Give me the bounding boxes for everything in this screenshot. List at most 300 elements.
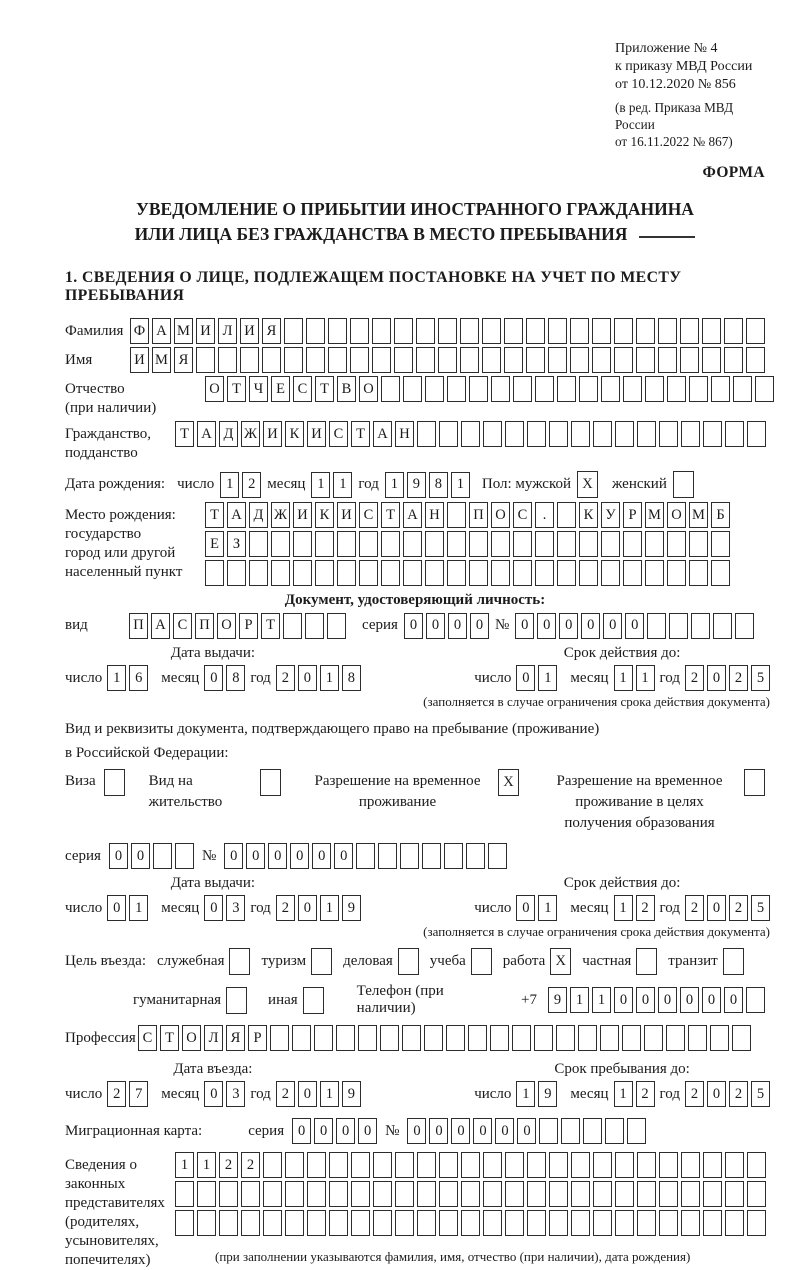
char-cell[interactable]: 1 [614, 895, 633, 921]
empty-cell[interactable] [535, 531, 554, 557]
char-cell[interactable]: Е [205, 531, 224, 557]
char-cell[interactable]: 0 [451, 1118, 470, 1144]
empty-cell[interactable] [658, 318, 677, 344]
empty-cell[interactable] [710, 1025, 729, 1051]
empty-cell[interactable] [283, 613, 302, 639]
empty-cell[interactable] [394, 347, 413, 373]
char-cell[interactable]: 2 [636, 895, 655, 921]
char-cell[interactable]: Т [175, 421, 194, 447]
empty-cell[interactable] [469, 560, 488, 586]
char-cell[interactable]: 0 [404, 613, 423, 639]
char-cell[interactable]: X [577, 471, 598, 498]
empty-cell[interactable] [548, 318, 567, 344]
empty-cell[interactable] [482, 318, 501, 344]
char-cell[interactable]: Ч [249, 376, 268, 402]
empty-cell[interactable] [571, 1181, 590, 1207]
empty-cell[interactable] [373, 1210, 392, 1236]
empty-cell[interactable] [636, 318, 655, 344]
empty-cell[interactable] [680, 318, 699, 344]
empty-cell[interactable] [229, 948, 250, 975]
empty-cell[interactable] [578, 1025, 597, 1051]
char-cell[interactable]: 2 [729, 1081, 748, 1107]
empty-cell[interactable] [615, 421, 634, 447]
empty-cell[interactable] [439, 1210, 458, 1236]
empty-cell[interactable] [447, 376, 466, 402]
char-cell[interactable]: X [550, 948, 571, 975]
empty-cell[interactable] [197, 1181, 216, 1207]
empty-cell[interactable] [746, 318, 765, 344]
empty-cell[interactable] [307, 1210, 326, 1236]
char-cell[interactable]: И [130, 347, 149, 373]
empty-cell[interactable] [527, 1210, 546, 1236]
char-cell[interactable]: 3 [226, 895, 245, 921]
char-cell[interactable]: Л [204, 1025, 223, 1051]
empty-cell[interactable] [271, 560, 290, 586]
empty-cell[interactable] [747, 1210, 766, 1236]
empty-cell[interactable] [285, 1181, 304, 1207]
empty-cell[interactable] [373, 1181, 392, 1207]
empty-cell[interactable] [746, 987, 765, 1013]
empty-cell[interactable] [711, 531, 730, 557]
empty-cell[interactable] [227, 560, 246, 586]
empty-cell[interactable] [491, 531, 510, 557]
empty-cell[interactable] [482, 347, 501, 373]
empty-cell[interactable] [549, 1210, 568, 1236]
empty-cell[interactable] [504, 318, 523, 344]
empty-cell[interactable] [381, 376, 400, 402]
empty-cell[interactable] [153, 843, 172, 869]
empty-cell[interactable] [466, 843, 485, 869]
empty-cell[interactable] [285, 1210, 304, 1236]
char-cell[interactable]: 0 [312, 843, 331, 869]
empty-cell[interactable] [425, 560, 444, 586]
char-cell[interactable]: Т [315, 376, 334, 402]
empty-cell[interactable] [570, 347, 589, 373]
empty-cell[interactable] [175, 1210, 194, 1236]
char-cell[interactable]: 1 [538, 665, 557, 691]
empty-cell[interactable] [358, 1025, 377, 1051]
empty-cell[interactable] [713, 613, 732, 639]
empty-cell[interactable] [526, 318, 545, 344]
char-cell[interactable]: 8 [342, 665, 361, 691]
empty-cell[interactable] [483, 1210, 502, 1236]
char-cell[interactable]: Т [205, 502, 224, 528]
char-cell[interactable]: 2 [242, 472, 261, 498]
empty-cell[interactable] [438, 347, 457, 373]
empty-cell[interactable] [615, 1210, 634, 1236]
empty-cell[interactable] [637, 1210, 656, 1236]
char-cell[interactable]: 9 [342, 1081, 361, 1107]
empty-cell[interactable] [681, 1181, 700, 1207]
char-cell[interactable]: 1 [129, 895, 148, 921]
empty-cell[interactable] [351, 1152, 370, 1178]
char-cell[interactable]: Л [218, 318, 237, 344]
empty-cell[interactable] [702, 347, 721, 373]
char-cell[interactable]: 3 [226, 1081, 245, 1107]
char-cell[interactable]: 1 [175, 1152, 194, 1178]
empty-cell[interactable] [535, 376, 554, 402]
char-cell[interactable]: 1 [592, 987, 611, 1013]
empty-cell[interactable] [644, 1025, 663, 1051]
empty-cell[interactable] [446, 1025, 465, 1051]
empty-cell[interactable] [241, 1181, 260, 1207]
empty-cell[interactable] [328, 347, 347, 373]
char-cell[interactable]: 0 [131, 843, 150, 869]
char-cell[interactable]: 0 [314, 1118, 333, 1144]
char-cell[interactable]: С [293, 376, 312, 402]
empty-cell[interactable] [285, 1152, 304, 1178]
char-cell[interactable]: 1 [107, 665, 126, 691]
char-cell[interactable]: 1 [320, 665, 339, 691]
empty-cell[interactable] [579, 376, 598, 402]
char-cell[interactable]: Н [395, 421, 414, 447]
char-cell[interactable]: 0 [426, 613, 445, 639]
empty-cell[interactable] [527, 1152, 546, 1178]
char-cell[interactable]: С [329, 421, 348, 447]
char-cell[interactable]: 5 [751, 895, 770, 921]
empty-cell[interactable] [744, 769, 765, 796]
empty-cell[interactable] [359, 531, 378, 557]
empty-cell[interactable] [403, 376, 422, 402]
empty-cell[interactable] [329, 1210, 348, 1236]
char-cell[interactable]: 0 [516, 895, 535, 921]
char-cell[interactable]: Т [381, 502, 400, 528]
char-cell[interactable]: С [359, 502, 378, 528]
char-cell[interactable]: О [217, 613, 236, 639]
empty-cell[interactable] [293, 560, 312, 586]
char-cell[interactable]: 9 [342, 895, 361, 921]
char-cell[interactable]: И [263, 421, 282, 447]
empty-cell[interactable] [219, 1210, 238, 1236]
char-cell[interactable]: И [307, 421, 326, 447]
empty-cell[interactable] [593, 1210, 612, 1236]
empty-cell[interactable] [659, 1210, 678, 1236]
empty-cell[interactable] [746, 347, 765, 373]
empty-cell[interactable] [680, 347, 699, 373]
empty-cell[interactable] [351, 1210, 370, 1236]
char-cell[interactable]: П [195, 613, 214, 639]
empty-cell[interactable] [549, 1181, 568, 1207]
empty-cell[interactable] [394, 318, 413, 344]
empty-cell[interactable] [647, 613, 666, 639]
char-cell[interactable]: Т [227, 376, 246, 402]
empty-cell[interactable] [395, 1210, 414, 1236]
char-cell[interactable]: К [285, 421, 304, 447]
empty-cell[interactable] [557, 376, 576, 402]
empty-cell[interactable] [669, 613, 688, 639]
char-cell[interactable]: 2 [276, 665, 295, 691]
char-cell[interactable]: 0 [603, 613, 622, 639]
empty-cell[interactable] [395, 1152, 414, 1178]
char-cell[interactable]: 0 [204, 665, 223, 691]
char-cell[interactable]: А [151, 613, 170, 639]
char-cell[interactable]: 0 [429, 1118, 448, 1144]
empty-cell[interactable] [398, 948, 419, 975]
char-cell[interactable]: 6 [129, 665, 148, 691]
empty-cell[interactable] [505, 421, 524, 447]
char-cell[interactable]: 1 [385, 472, 404, 498]
empty-cell[interactable] [491, 560, 510, 586]
empty-cell[interactable] [337, 531, 356, 557]
char-cell[interactable]: 9 [407, 472, 426, 498]
empty-cell[interactable] [688, 1025, 707, 1051]
char-cell[interactable]: 0 [407, 1118, 426, 1144]
char-cell[interactable]: 0 [358, 1118, 377, 1144]
empty-cell[interactable] [205, 560, 224, 586]
empty-cell[interactable] [490, 1025, 509, 1051]
empty-cell[interactable] [703, 1210, 722, 1236]
char-cell[interactable]: 0 [298, 895, 317, 921]
empty-cell[interactable] [605, 1118, 624, 1144]
empty-cell[interactable] [600, 1025, 619, 1051]
char-cell[interactable]: И [240, 318, 259, 344]
char-cell[interactable]: Д [249, 502, 268, 528]
char-cell[interactable]: 0 [516, 665, 535, 691]
empty-cell[interactable] [175, 843, 194, 869]
empty-cell[interactable] [681, 1210, 700, 1236]
empty-cell[interactable] [395, 1181, 414, 1207]
empty-cell[interactable] [380, 1025, 399, 1051]
empty-cell[interactable] [645, 560, 664, 586]
empty-cell[interactable] [667, 531, 686, 557]
char-cell[interactable]: Н [425, 502, 444, 528]
empty-cell[interactable] [350, 318, 369, 344]
empty-cell[interactable] [505, 1181, 524, 1207]
char-cell[interactable]: 1 [220, 472, 239, 498]
char-cell[interactable]: К [315, 502, 334, 528]
empty-cell[interactable] [747, 421, 766, 447]
char-cell[interactable]: И [337, 502, 356, 528]
empty-cell[interactable] [637, 421, 656, 447]
empty-cell[interactable] [505, 1152, 524, 1178]
empty-cell[interactable] [263, 1152, 282, 1178]
empty-cell[interactable] [561, 1118, 580, 1144]
empty-cell[interactable] [400, 843, 419, 869]
empty-cell[interactable] [461, 1181, 480, 1207]
char-cell[interactable]: 0 [724, 987, 743, 1013]
empty-cell[interactable] [422, 843, 441, 869]
char-cell[interactable]: Р [623, 502, 642, 528]
empty-cell[interactable] [241, 1210, 260, 1236]
empty-cell[interactable] [645, 531, 664, 557]
empty-cell[interactable] [659, 1152, 678, 1178]
char-cell[interactable]: С [173, 613, 192, 639]
empty-cell[interactable] [218, 347, 237, 373]
empty-cell[interactable] [725, 1210, 744, 1236]
char-cell[interactable]: 0 [107, 895, 126, 921]
empty-cell[interactable] [689, 560, 708, 586]
empty-cell[interactable] [623, 560, 642, 586]
empty-cell[interactable] [601, 531, 620, 557]
empty-cell[interactable] [307, 1152, 326, 1178]
char-cell[interactable]: А [152, 318, 171, 344]
empty-cell[interactable] [314, 1025, 333, 1051]
empty-cell[interactable] [556, 1025, 575, 1051]
empty-cell[interactable] [460, 318, 479, 344]
empty-cell[interactable] [623, 531, 642, 557]
char-cell[interactable]: П [469, 502, 488, 528]
empty-cell[interactable] [557, 560, 576, 586]
empty-cell[interactable] [526, 347, 545, 373]
char-cell[interactable]: 0 [470, 613, 489, 639]
char-cell[interactable]: О [359, 376, 378, 402]
char-cell[interactable]: 0 [495, 1118, 514, 1144]
empty-cell[interactable] [447, 502, 466, 528]
char-cell[interactable]: Ж [241, 421, 260, 447]
empty-cell[interactable] [703, 1152, 722, 1178]
char-cell[interactable]: М [645, 502, 664, 528]
char-cell[interactable]: 0 [515, 613, 534, 639]
empty-cell[interactable] [439, 1181, 458, 1207]
empty-cell[interactable] [483, 1181, 502, 1207]
char-cell[interactable]: О [667, 502, 686, 528]
empty-cell[interactable] [303, 987, 324, 1014]
empty-cell[interactable] [637, 1181, 656, 1207]
empty-cell[interactable] [527, 421, 546, 447]
empty-cell[interactable] [438, 318, 457, 344]
char-cell[interactable]: 9 [538, 1081, 557, 1107]
char-cell[interactable]: 0 [224, 843, 243, 869]
empty-cell[interactable] [306, 318, 325, 344]
empty-cell[interactable] [703, 1181, 722, 1207]
empty-cell[interactable] [469, 531, 488, 557]
empty-cell[interactable] [175, 1181, 194, 1207]
char-cell[interactable]: 0 [298, 665, 317, 691]
char-cell[interactable]: 2 [685, 895, 704, 921]
char-cell[interactable]: 7 [129, 1081, 148, 1107]
empty-cell[interactable] [447, 531, 466, 557]
empty-cell[interactable] [513, 560, 532, 586]
char-cell[interactable]: В [337, 376, 356, 402]
char-cell[interactable]: Е [271, 376, 290, 402]
char-cell[interactable]: 0 [204, 895, 223, 921]
char-cell[interactable]: 1 [320, 1081, 339, 1107]
char-cell[interactable]: Т [261, 613, 280, 639]
empty-cell[interactable] [196, 347, 215, 373]
empty-cell[interactable] [307, 1181, 326, 1207]
char-cell[interactable]: 0 [537, 613, 556, 639]
empty-cell[interactable] [483, 421, 502, 447]
empty-cell[interactable] [592, 347, 611, 373]
empty-cell[interactable] [623, 376, 642, 402]
empty-cell[interactable] [513, 531, 532, 557]
empty-cell[interactable] [328, 318, 347, 344]
empty-cell[interactable] [305, 613, 324, 639]
empty-cell[interactable] [557, 531, 576, 557]
empty-cell[interactable] [527, 1181, 546, 1207]
empty-cell[interactable] [673, 471, 694, 498]
char-cell[interactable]: 0 [204, 1081, 223, 1107]
empty-cell[interactable] [336, 1025, 355, 1051]
empty-cell[interactable] [425, 376, 444, 402]
empty-cell[interactable] [359, 560, 378, 586]
empty-cell[interactable] [571, 1152, 590, 1178]
empty-cell[interactable] [666, 1025, 685, 1051]
empty-cell[interactable] [732, 1025, 751, 1051]
empty-cell[interactable] [579, 560, 598, 586]
empty-cell[interactable] [417, 1210, 436, 1236]
char-cell[interactable]: А [197, 421, 216, 447]
empty-cell[interactable] [471, 948, 492, 975]
char-cell[interactable]: С [513, 502, 532, 528]
char-cell[interactable]: М [689, 502, 708, 528]
char-cell[interactable]: 0 [680, 987, 699, 1013]
empty-cell[interactable] [711, 560, 730, 586]
char-cell[interactable]: 5 [751, 1081, 770, 1107]
char-cell[interactable]: О [491, 502, 510, 528]
empty-cell[interactable] [402, 1025, 421, 1051]
char-cell[interactable]: М [174, 318, 193, 344]
empty-cell[interactable] [226, 987, 247, 1014]
empty-cell[interactable] [691, 613, 710, 639]
empty-cell[interactable] [636, 948, 657, 975]
empty-cell[interactable] [373, 1152, 392, 1178]
empty-cell[interactable] [249, 560, 268, 586]
char-cell[interactable]: 1 [333, 472, 352, 498]
empty-cell[interactable] [583, 1118, 602, 1144]
empty-cell[interactable] [262, 347, 281, 373]
empty-cell[interactable] [425, 531, 444, 557]
char-cell[interactable]: 0 [614, 987, 633, 1013]
empty-cell[interactable] [260, 769, 281, 796]
empty-cell[interactable] [488, 843, 507, 869]
char-cell[interactable]: Р [239, 613, 258, 639]
empty-cell[interactable] [461, 1210, 480, 1236]
char-cell[interactable]: 0 [298, 1081, 317, 1107]
empty-cell[interactable] [270, 1025, 289, 1051]
empty-cell[interactable] [350, 347, 369, 373]
char-cell[interactable]: А [403, 502, 422, 528]
char-cell[interactable]: 0 [292, 1118, 311, 1144]
char-cell[interactable]: 0 [702, 987, 721, 1013]
empty-cell[interactable] [534, 1025, 553, 1051]
empty-cell[interactable] [557, 502, 576, 528]
empty-cell[interactable] [658, 347, 677, 373]
char-cell[interactable]: Д [219, 421, 238, 447]
char-cell[interactable]: 2 [685, 1081, 704, 1107]
char-cell[interactable]: 9 [548, 987, 567, 1013]
empty-cell[interactable] [284, 318, 303, 344]
empty-cell[interactable] [197, 1210, 216, 1236]
char-cell[interactable]: З [227, 531, 246, 557]
empty-cell[interactable] [356, 843, 375, 869]
char-cell[interactable]: Т [351, 421, 370, 447]
empty-cell[interactable] [571, 1210, 590, 1236]
char-cell[interactable]: 0 [707, 665, 726, 691]
char-cell[interactable]: А [373, 421, 392, 447]
empty-cell[interactable] [337, 560, 356, 586]
empty-cell[interactable] [637, 1152, 656, 1178]
char-cell[interactable]: 0 [581, 613, 600, 639]
empty-cell[interactable] [306, 347, 325, 373]
char-cell[interactable]: 0 [473, 1118, 492, 1144]
empty-cell[interactable] [601, 376, 620, 402]
char-cell[interactable]: П [129, 613, 148, 639]
empty-cell[interactable] [747, 1181, 766, 1207]
char-cell[interactable]: 2 [729, 665, 748, 691]
empty-cell[interactable] [724, 347, 743, 373]
empty-cell[interactable] [491, 376, 510, 402]
char-cell[interactable]: 1 [614, 1081, 633, 1107]
empty-cell[interactable] [667, 376, 686, 402]
char-cell[interactable]: О [182, 1025, 201, 1051]
empty-cell[interactable] [416, 318, 435, 344]
empty-cell[interactable] [447, 560, 466, 586]
empty-cell[interactable] [468, 1025, 487, 1051]
empty-cell[interactable] [372, 318, 391, 344]
empty-cell[interactable] [725, 421, 744, 447]
char-cell[interactable]: 0 [636, 987, 655, 1013]
